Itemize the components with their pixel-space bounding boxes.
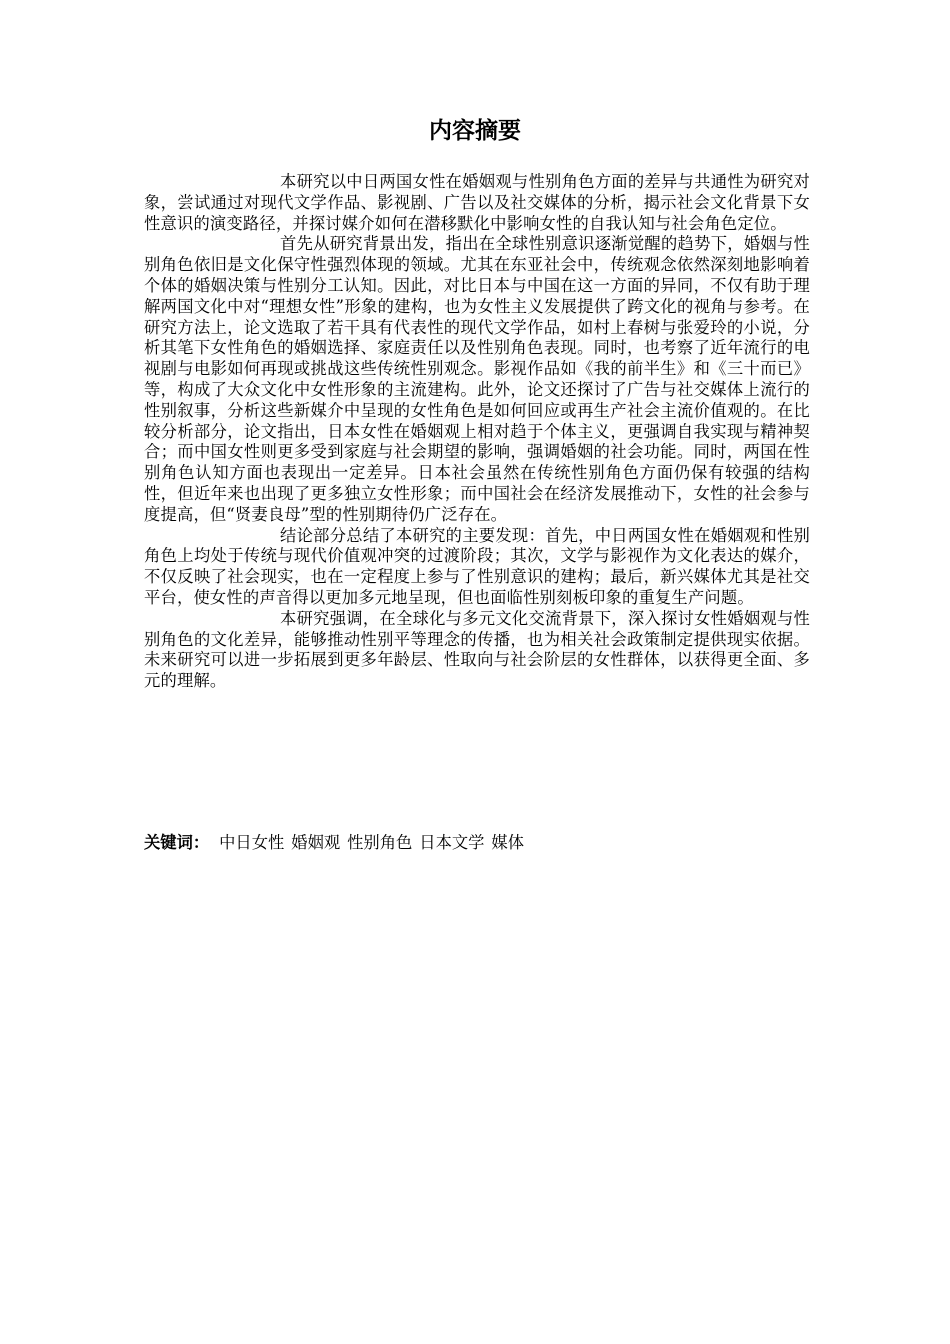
keywords-label: 关键词： xyxy=(144,833,210,852)
keyword-item: 媒体 xyxy=(491,833,524,852)
abstract-paragraph-2: 首先从研究背景出发，指出在全球性别意识逐渐觉醒的趋势下，婚姻与性别角色依旧是文化保守性强烈体现的领域。尤其在东亚社会中，传统观念依然深刻地影响着个体的婚姻决策与性别分工认知。因此，对比日本与中国在这一方面的异同，不仅有助于理解两国文化中对“理想女性”形象的建构，也为女性主义发展提供了跨文化的视角与参考。在研究方法上，论文选取了若干具有代表性的现代文学作品，如村上春树与张爱玲的小说，分析其笔下女性角色的婚姻选择、家庭责任以及性别角色表现。同时，也考察了近年流行的电视剧与电影如何再现或挑战这些传统性别观念。影视作品如《我的前半生》和《三十而已》等，构成了大众文化中女性形象的主流建构。此外，论文还探讨了广告与社交媒体上流行的性别叙事，分析这些新媒介中呈现的女性角色是如何回应或再生产社会主流价值观的。在比较分析部分，论文指出，日本女性在婚姻观上相对趋于个体主义，更强调自我实现与精神契合；而中国女性则更多受到家庭与社会期望的影响，强调婚姻的社会功能。同时，两国在性别角色认知方面也表现出一定差异。日本社会虽然在传统性别角色方面仍保有较强的结构性，但近年来也出现了更多独立女性形象；而中国社会在经济发展推动下，女性的社会参与度提高，但“贤妻良母”型的性别期待仍广泛存在。 xyxy=(144,234,810,524)
keyword-item: 日本文学 xyxy=(419,833,485,852)
abstract-title: 内容摘要 xyxy=(429,118,521,144)
keyword-item: 中日女性 xyxy=(219,833,285,852)
abstract-paragraph-1: 本研究以中日两国女性在婚姻观与性别角色方面的差异与共通性为研究对象，尝试通过对现代文学作品、影视剧、广告以及社交媒体的分析，揭示社会文化背景下女性意识的演变路径，并探讨媒介如何在潜移默化中影响女性的自我认知与社会角色定位。 xyxy=(144,172,810,233)
keywords-line xyxy=(144,832,810,854)
keyword-item: 婚姻观 xyxy=(291,833,341,852)
abstract-paragraph-4: 本研究强调，在全球化与多元文化交流背景下，深入探讨女性婚姻观与性别角色的文化差异，能够推动性别平等理念的传播，也为相关社会政策制定提供现实依据。未来研究可以进一步拓展到更多年龄层、性取向与社会阶层的女性群体，以获得更全面、多元的理解。 xyxy=(144,608,810,691)
abstract-body xyxy=(144,172,810,692)
abstract-paragraph-3: 结论部分总结了本研究的主要发现：首先，中日两国女性在婚姻观和性别角色上均处于传统与现代价值观冲突的过渡阶段；其次，文学与影视作为文化表达的媒介，不仅反映了社会现实，也在一定程度上参与了性别意识的建构；最后，新兴媒体尤其是社交平台，使女性的声音得以更加多元地呈现，但也面临性别刻板印象的重复生产问题。 xyxy=(144,525,810,607)
keyword-item: 性别角色 xyxy=(347,833,413,852)
